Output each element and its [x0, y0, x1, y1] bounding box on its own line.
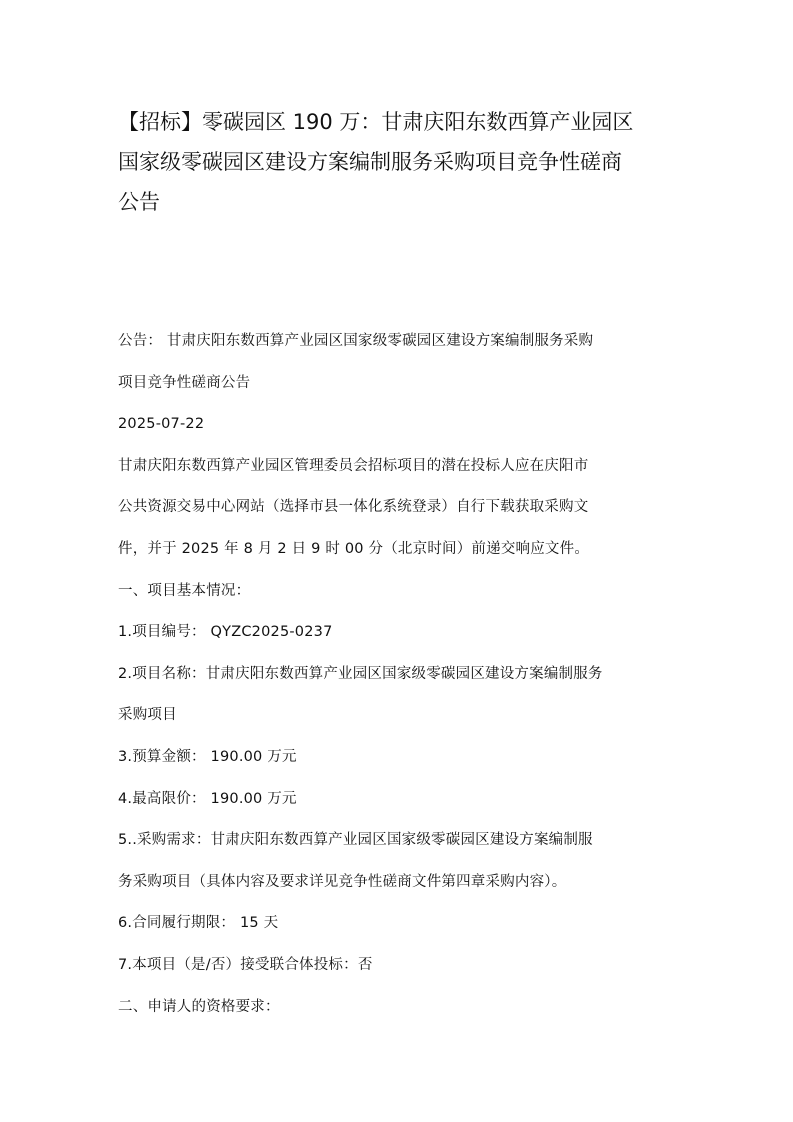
document-body	[118, 327, 698, 1034]
title-line: 国家级零碳园区建设方案编制服务采购项目竞争性磋商	[118, 150, 622, 174]
procurement-need: 5..采购需求：甘肃庆阳东数西算产业园区国家级零碳园区建设方案编制服	[118, 832, 593, 849]
section-heading: 一、项目基本情况：	[118, 582, 251, 599]
title-line: 【招标】零碳园区 190 万：甘肃庆阳东数西算产业园区	[118, 110, 634, 134]
title-line: 公告	[118, 190, 160, 214]
budget: 3.预算金额： 190.00 万元	[118, 748, 297, 765]
document-title	[118, 102, 698, 222]
project-name: 2.项目名称：甘肃庆阳东数西算产业园区国家级零碳园区建设方案编制服务	[118, 665, 603, 682]
announcement-line: 项目竞争性磋商公告	[118, 374, 251, 391]
intro-line: 公共资源交易中心网站（选择市县一体化系统登录）自行下载获取采购文	[118, 499, 589, 516]
contract-period: 6.合同履行期限： 15 天	[118, 915, 279, 932]
section-heading: 二、申请人的资格要求：	[118, 998, 280, 1015]
project-number: 1.项目编号： QYZC2025-0237	[118, 624, 333, 641]
project-name: 采购项目	[118, 707, 177, 724]
announcement-line: 公告： 甘肃庆阳东数西算产业园区国家级零碳园区建设方案编制服务采购	[118, 333, 594, 349]
date: 2025-07-22	[118, 416, 205, 433]
intro-line: 件，并于 2025 年 8 月 2 日 9 时 00 分（北京时间）前递交响应文件。	[118, 540, 590, 557]
procurement-need: 务采购项目（具体内容及要求详见竞争性磋商文件第四章采购内容）。	[118, 873, 567, 890]
intro-line: 甘肃庆阳东数西算产业园区管理委员会招标项目的潜在投标人应在庆阳市	[118, 457, 589, 474]
consortium: 7.本项目（是/否）接受联合体投标：否	[118, 956, 373, 973]
max-price: 4.最高限价： 190.00 万元	[118, 790, 297, 807]
